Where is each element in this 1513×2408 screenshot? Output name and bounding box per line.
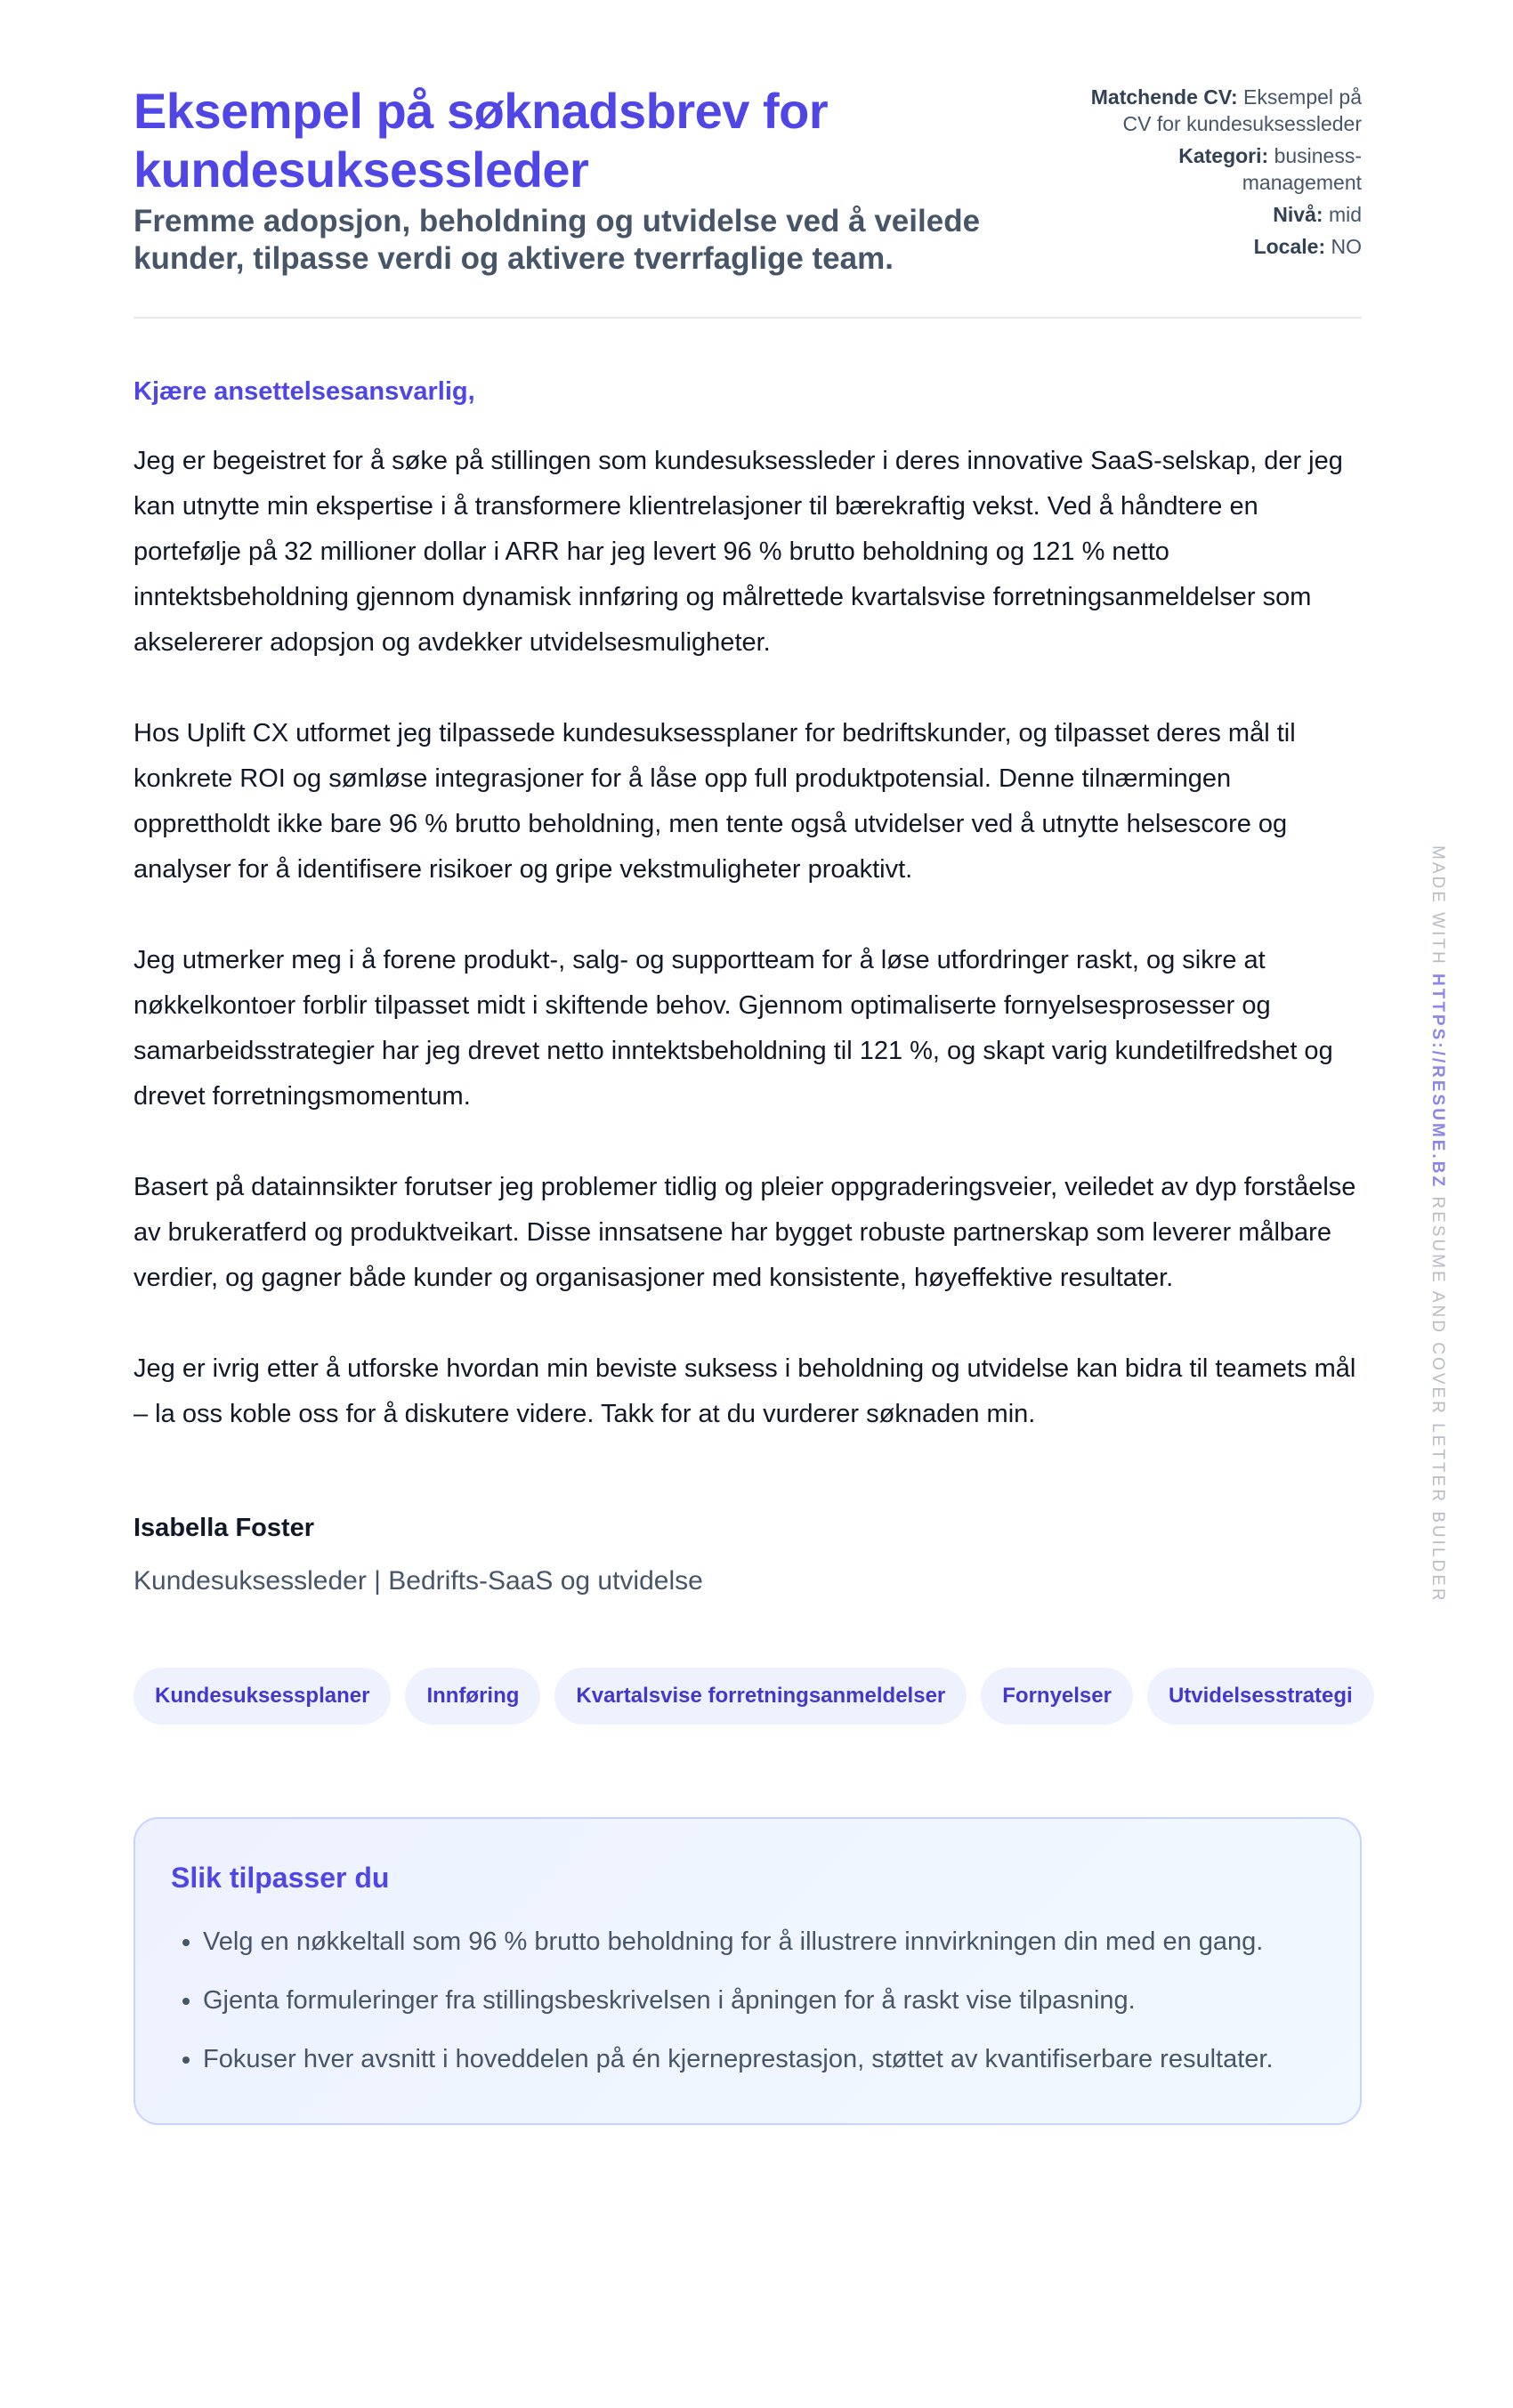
page-subtitle: Fremme adopsjon, beholdning og utvidelse ved å veilede kunder, tilpasse verdi og aktivere tverrfaglige team. bbox=[134, 204, 981, 276]
meta-cv-value[interactable]: Eksempel på CV for kundesuksessleder bbox=[1122, 85, 1362, 135]
letter-paragraph: Hos Uplift CX utformet jeg tilpassede kundesuksessplaner for bedriftskunder, og tilpasset deres mål til konkrete ROI og sømløse integrasjoner for å låse opp full produktpotensial. Denne tilnærmingen opprettholdt ikke bare 96 % brutto beholdning, men tente også utvidelser ved å utnytte helsescore og analyser for å identifisere risikoer og gripe vekstmuligheter proaktivt. bbox=[134, 719, 1296, 884]
tips-box bbox=[134, 1817, 1362, 2125]
header-divider bbox=[134, 317, 1362, 319]
tips-title: Slik tilpasser du bbox=[171, 1862, 390, 1894]
letter-paragraph: Jeg utmerker meg i å forene produkt-, salg- og supportteam for å løse utfordringer raskt, og sikre at nøkkelkontoer forblir tilpasset midt i skiftende behov. Gjennom optimaliserte fornyelsesprosesser og samarbeidsstrategier har jeg drevet netto inntektsbeholdning til 121 %, og skapt varig kundetilfredshet og drevet forretningsmomentum. bbox=[134, 946, 1333, 1111]
tag-list bbox=[134, 1668, 1362, 1725]
letter-greeting: Kjære ansettelsesansvarlig, bbox=[134, 377, 475, 406]
letter-paragraph: Jeg er ivrig etter å utforske hvordan min beviste suksess i beholdning og utvidelse kan bidra til teamets mål – la oss koble oss for å diskutere videre. Takk for at du vurderer søknaden min. bbox=[134, 1354, 1356, 1428]
meta-cv-label: Matchende CV: bbox=[1090, 85, 1238, 109]
meta-category-label: Kategori: bbox=[1178, 144, 1269, 167]
letter-paragraph: Basert på datainnsikter forutser jeg problemer tidlig og pleier oppgraderingsveier, veiledet av dyp forståelse av brukeratferd og produktveikart. Disse innsatsene har bygget robuste partnerskap som leverer målbare verdier, og gagner både kunder og organisasjoner med konsistente, høyeffektive resultater. bbox=[134, 1173, 1356, 1292]
tag-chip[interactable]: Kvartalsvise forretningsanmeldelser bbox=[554, 1668, 967, 1725]
meta-locale-label: Locale: bbox=[1253, 235, 1326, 258]
side-watermark bbox=[1428, 845, 1447, 1604]
meta-category bbox=[1059, 142, 1362, 196]
meta-level-label: Nivå: bbox=[1273, 203, 1323, 226]
watermark-prefix: MADE WITH bbox=[1428, 845, 1447, 966]
tag-chip[interactable]: Innføring bbox=[405, 1668, 540, 1725]
tips-item: • Velg en nøkkeltall som 96 % brutto beholdning for å illustrere innvirkningen din med en gang. bbox=[203, 1919, 1324, 1964]
tips-item: • Fokuser hver avsnitt i hoveddelen på én kjerneprestasjon, støttet av kvantifiserbare resultater. bbox=[203, 2037, 1324, 2081]
meta-level bbox=[1059, 201, 1362, 228]
signature-name: Isabella Foster bbox=[134, 1514, 315, 1542]
tips-list bbox=[171, 1919, 1324, 2081]
cover-letter-page bbox=[134, 0, 1362, 2125]
tag-chip[interactable]: Fornyelser bbox=[981, 1668, 1133, 1725]
meta-panel bbox=[1059, 82, 1362, 265]
watermark-link[interactable]: HTTPS://RESUME.BZ bbox=[1428, 974, 1447, 1190]
signature-role: Kundesuksessleder | Bedrifts-SaaS og utvidelse bbox=[134, 1566, 703, 1596]
letter-body bbox=[134, 439, 1362, 1437]
page-title: Eksempel på søknadsbrev for kundesuksessleder bbox=[134, 83, 829, 198]
tag-chip[interactable]: Kundesuksessplaner bbox=[134, 1668, 391, 1725]
meta-locale-value: NO bbox=[1331, 235, 1362, 258]
meta-category-value: business-management bbox=[1242, 144, 1362, 194]
tips-item: • Gjenta formuleringer fra stillingsbeskrivelsen i åpningen for å raskt vise tilpasning. bbox=[203, 1978, 1324, 2023]
watermark-suffix: RESUME AND COVER LETTER BUILDER bbox=[1428, 1196, 1447, 1604]
meta-cv bbox=[1059, 84, 1362, 137]
title-block bbox=[134, 82, 1024, 278]
meta-locale bbox=[1059, 233, 1362, 260]
header bbox=[134, 0, 1362, 278]
letter-paragraph: Jeg er begeistret for å søke på stillingen som kundesuksessleder i deres innovative SaaS-selskap, der jeg kan utnytte min ekspertise i å transformere klientrelasjoner til bærekraftig vekst. Ved å håndtere en portefølje på 32 millioner dollar i ARR har jeg levert 96 % brutto beholdning og 121 % netto inntektsbeholdning gjennom dynamisk innføring og målrettede kvartalsvise forretningsanmeldelser som akselererer adopsjon og avdekker utvidelsesmuligheter. bbox=[134, 447, 1343, 657]
tag-chip[interactable]: Utvidelsesstrategi bbox=[1147, 1668, 1374, 1725]
meta-level-value: mid bbox=[1328, 203, 1362, 226]
